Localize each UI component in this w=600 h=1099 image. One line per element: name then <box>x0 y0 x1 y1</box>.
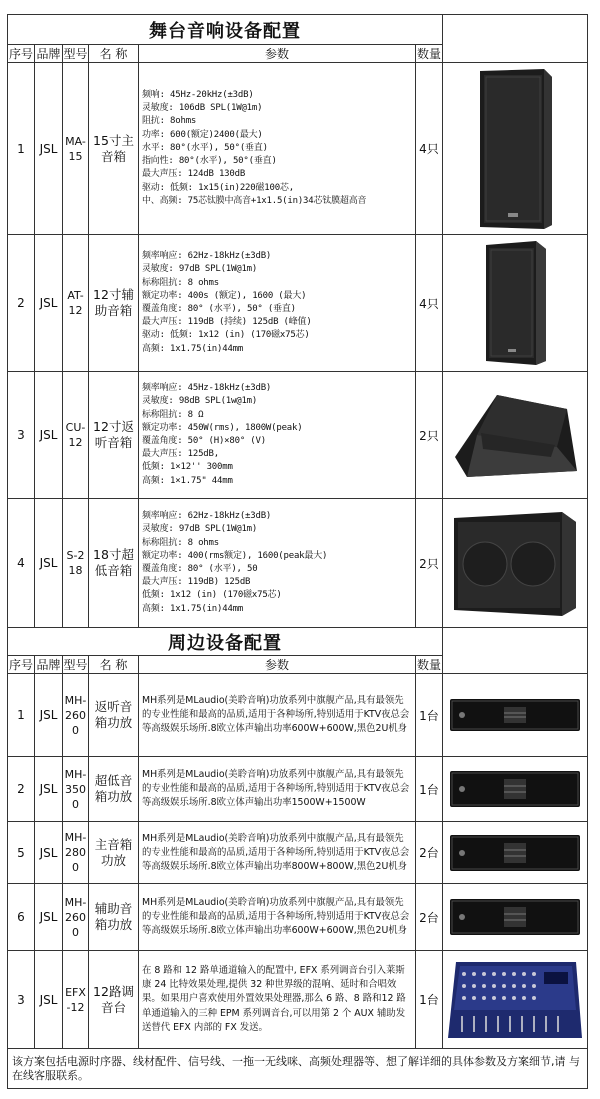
table-row <box>8 372 588 499</box>
row-no: 4 <box>8 499 35 628</box>
row-qty: 4只 <box>416 235 443 372</box>
row-name: 18寸超低音箱 <box>89 499 139 628</box>
row-qty: 1台 <box>416 757 443 822</box>
row-brand: JSL <box>35 235 63 372</box>
row-brand: JSL <box>35 757 63 822</box>
row-no: 5 <box>8 822 35 884</box>
col-header-qty: 数量 <box>416 45 443 63</box>
amplifier-image <box>443 884 588 951</box>
row-params: 频响: 45Hz-20kHz(±3dB) 灵敏度: 106dB SPL(1W@1m) 阻抗: 8ohms 功率: 600(额定)2400(最大) 水平: 80°(水平), 50°(垂直) 指向性: 80°(水平), 50°(垂直) 最大声压: 124dB 130dB 驱动: 低频: 1x15(in)220磁100芯, 中、高频: 75芯钛膜中高音+1x1.5(in)34芯钛膜超高音 <box>139 63 416 235</box>
peripheral-title: 周边设备配置 <box>8 628 443 656</box>
peripheral-title-row <box>8 628 588 656</box>
col-header-brand: 品牌 <box>35 656 63 674</box>
row-brand: JSL <box>35 372 63 499</box>
row-params: 频率响应: 45Hz-18kHz(±3dB) 灵敏度: 98dB SPL(1w@1m) 标称阻抗: 8 Ω 额定功率: 450W(rms), 1800W(peak) 覆盖角度: 50° (H)×80° (V) 最大声压: 125dB, 低频: 1×12'' 300mm 高频: 1×1.75" 44mm <box>139 372 416 499</box>
row-no: 3 <box>8 951 35 1049</box>
row-brand: JSL <box>35 884 63 951</box>
table-row <box>8 822 588 884</box>
row-brand: JSL <box>35 822 63 884</box>
table-row <box>8 235 588 372</box>
row-model: MH-2800 <box>63 822 89 884</box>
row-brand: JSL <box>35 951 63 1049</box>
table-row <box>8 674 588 757</box>
row-name: 主音箱功放 <box>89 822 139 884</box>
table-row <box>8 757 588 822</box>
row-model: MH-2600 <box>63 884 89 951</box>
row-params: 在 8 路和 12 路单通道输入的配置中, EFX 系列调音台引入莱斯康 24 比特效果处理,提供 32 种世界级的混响、延时和合唱效果。如果用户喜欢使用外置效果处理器,那么 6 路、8 路和12 路单通道输入的三种 EPM 系列调音台,可以用第 2 个 AUX 辅助发送替代 EFX 内部的 FX 发送。 <box>139 951 416 1049</box>
row-qty: 2台 <box>416 884 443 951</box>
amplifier-image <box>443 822 588 884</box>
row-qty: 2只 <box>416 499 443 628</box>
stage-title: 舞台音响设备配置 <box>8 15 443 45</box>
row-brand: JSL <box>35 674 63 757</box>
monitor-cu12-image <box>443 372 588 499</box>
mixer-efx12-image <box>443 951 588 1049</box>
row-name: 12寸辅助音箱 <box>89 235 139 372</box>
row-params: MH系列是MLaudio(美聆音响)功放系列中旗舰产品,具有最领先的专业性能和最高的品质,适用于各种场所,特别适用于KTV夜总会等高级娱乐场所.8欧立体声输出功率600W+600W,黑色2U机身 <box>139 884 416 951</box>
col-header-name: 名 称 <box>89 656 139 674</box>
table-row <box>8 499 588 628</box>
amplifier-image <box>443 674 588 757</box>
row-brand: JSL <box>35 63 63 235</box>
row-no: 2 <box>8 235 35 372</box>
row-model: S-218 <box>63 499 89 628</box>
col-header-no: 序号 <box>8 656 35 674</box>
speaker-ma15-image <box>443 63 588 235</box>
row-params: MH系列是MLaudio(美聆音响)功放系列中旗舰产品,具有最领先的专业性能和最高的品质,适用于各种场所,特别适用于KTV夜总会等高级娱乐场所.8欧立体声输出功率800W+800W,黑色2U机身 <box>139 822 416 884</box>
row-params: 频率响应: 62Hz-18kHz(±3dB) 灵敏度: 97dB SPL(1W@1m) 标称阻抗: 8 ohms 额定功率: 400(rms额定), 1600(peak最大) 覆盖角度: 80° (水平), 50 最大声压: 119dB) 125dB 低频: 1x12 (in) (170磁x75芯) 高频: 1x1.75(in)44mm <box>139 499 416 628</box>
row-qty: 2台 <box>416 822 443 884</box>
row-no: 6 <box>8 884 35 951</box>
row-qty: 1台 <box>416 674 443 757</box>
row-no: 3 <box>8 372 35 499</box>
col-header-brand: 品牌 <box>35 45 63 63</box>
col-header-params: 参数 <box>139 45 416 63</box>
row-no: 2 <box>8 757 35 822</box>
row-name: 超低音箱功放 <box>89 757 139 822</box>
footer-row <box>8 1049 588 1089</box>
row-qty: 1台 <box>416 951 443 1049</box>
table-row <box>8 884 588 951</box>
row-model: MH-3500 <box>63 757 89 822</box>
col-header-qty: 数量 <box>416 656 443 674</box>
stage-title-row <box>8 15 588 45</box>
row-model: MH-2600 <box>63 674 89 757</box>
row-name: 12路调音台 <box>89 951 139 1049</box>
equipment-table <box>7 14 588 1089</box>
footer-note: 该方案包括电源时序器、线材配件、信号线、一拖一无线咪、高频处理器等、想了解详细的具体参数及方案细节,请 与在线客服联系。 <box>8 1049 588 1089</box>
col-header-params: 参数 <box>139 656 416 674</box>
row-brand: JSL <box>35 499 63 628</box>
subwoofer-s218-image <box>443 499 588 628</box>
row-params: MH系列是MLaudio(美聆音响)功放系列中旗舰产品,具有最领先的专业性能和最高的品质,适用于各种场所,特别适用于KTV夜总会等高级娱乐场所.8欧立体声输出功率600W+600W,黑色2U机身 <box>139 674 416 757</box>
col-header-model: 型号 <box>63 45 89 63</box>
table-row <box>8 63 588 235</box>
row-model: AT-12 <box>63 235 89 372</box>
col-header-model: 型号 <box>63 656 89 674</box>
row-name: 12寸返听音箱 <box>89 372 139 499</box>
row-model: CU-12 <box>63 372 89 499</box>
row-model: MA-15 <box>63 63 89 235</box>
row-no: 1 <box>8 674 35 757</box>
row-params: MH系列是MLaudio(美聆音响)功放系列中旗舰产品,具有最领先的专业性能和最高的品质,适用于各种场所,特别适用于KTV夜总会等高级娱乐场所.8欧立体声输出功率1500W+1500W <box>139 757 416 822</box>
row-no: 1 <box>8 63 35 235</box>
col-header-name: 名 称 <box>89 45 139 63</box>
col-header-no: 序号 <box>8 45 35 63</box>
row-name: 返听音箱功放 <box>89 674 139 757</box>
table-row <box>8 951 588 1049</box>
row-model: EFX-12 <box>63 951 89 1049</box>
row-name: 辅助音箱功放 <box>89 884 139 951</box>
row-params: 频率响应: 62Hz-18kHz(±3dB) 灵敏度: 97dB SPL(1W@1m) 标称阻抗: 8 ohms 额定功率: 400s (额定), 1600 (最大) 覆盖角度: 80° (水平), 50° (垂直) 最大声压: 119dB (持续) 125dB (峰值) 驱动: 低频: 1x12 (in) (170磁x75芯) 高频: 1x1.75(in)44mm <box>139 235 416 372</box>
row-name: 15寸主音箱 <box>89 63 139 235</box>
row-qty: 4只 <box>416 63 443 235</box>
speaker-at12-image <box>443 235 588 372</box>
amplifier-image <box>443 757 588 822</box>
row-qty: 2只 <box>416 372 443 499</box>
